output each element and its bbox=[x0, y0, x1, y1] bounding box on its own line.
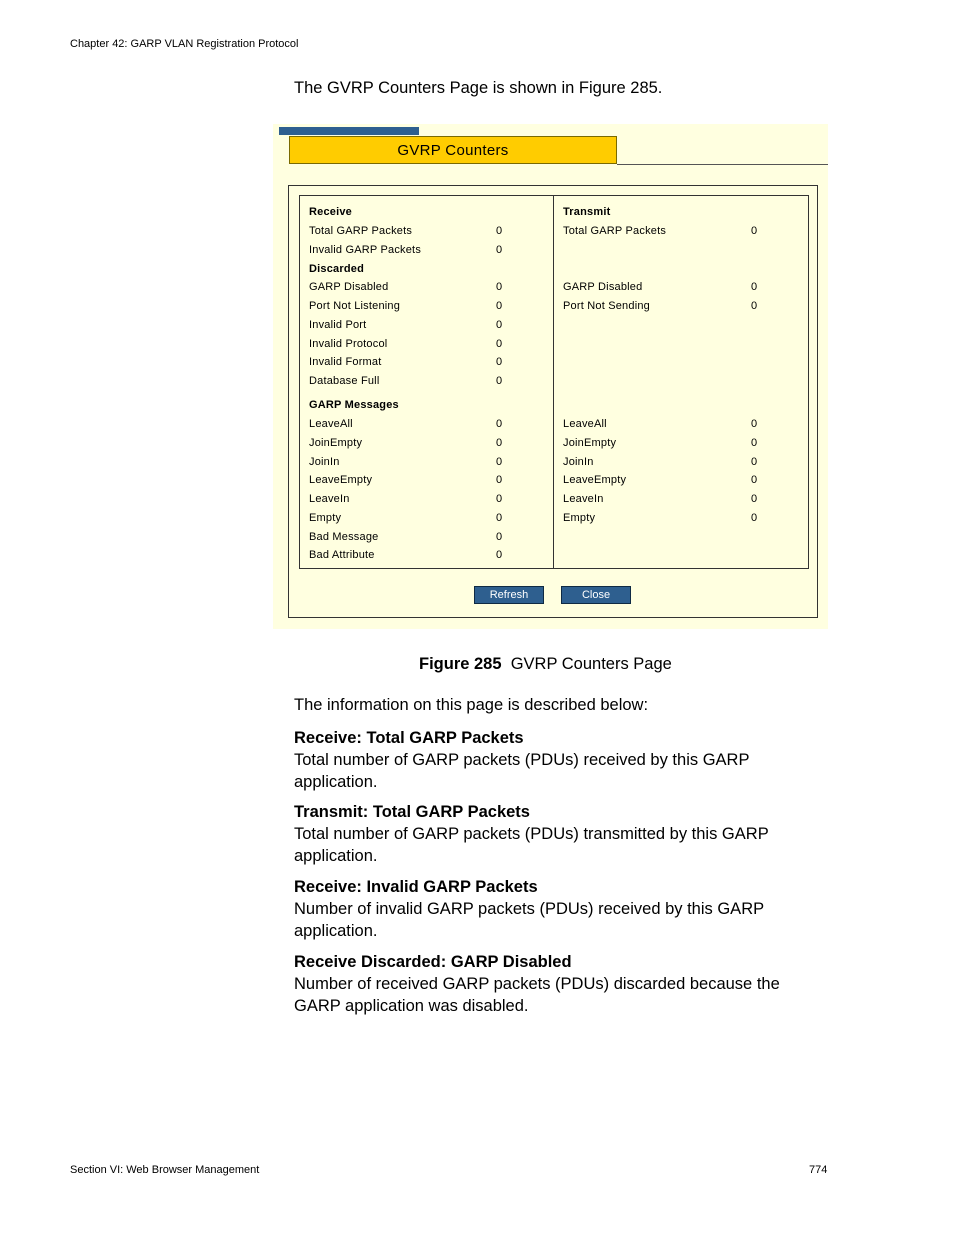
definition-text: Number of received GARP packets (PDUs) discarded because the bbox=[294, 975, 780, 993]
transmit-message-value: 0 bbox=[751, 474, 758, 486]
receive-message-label: Bad Attribute bbox=[309, 549, 375, 561]
receive-value: 0 bbox=[496, 225, 503, 237]
description-intro: The information on this page is described below: bbox=[294, 696, 649, 714]
chapter-header: Chapter 42: GARP VLAN Registration Protocol bbox=[70, 38, 299, 50]
transmit-label: Total GARP Packets bbox=[563, 225, 667, 237]
receive-discarded-label: GARP Disabled bbox=[309, 281, 389, 293]
transmit-message-value: 0 bbox=[751, 456, 758, 468]
receive-discarded-value: 0 bbox=[496, 281, 503, 293]
receive-discarded-label: Invalid Format bbox=[309, 356, 382, 368]
discarded-heading: Discarded bbox=[309, 263, 364, 275]
receive-message-label: Empty bbox=[309, 512, 342, 524]
receive-message-value: 0 bbox=[496, 474, 503, 486]
receive-message-label: Bad Message bbox=[309, 531, 379, 543]
receive-message-label: LeaveEmpty bbox=[309, 474, 373, 486]
transmit-message-label: LeaveIn bbox=[563, 493, 604, 505]
definition-text: Total number of GARP packets (PDUs) transmitted by this GARP bbox=[294, 825, 769, 843]
receive-label: Invalid GARP Packets bbox=[309, 244, 422, 256]
figure-caption-label: Figure 285 bbox=[419, 655, 502, 673]
receive-message-value: 0 bbox=[496, 493, 503, 505]
receive-discarded-label: Database Full bbox=[309, 375, 380, 387]
receive-message-label: LeaveIn bbox=[309, 493, 350, 505]
title-rule bbox=[617, 164, 828, 165]
counters-table bbox=[299, 195, 809, 569]
receive-message-value: 0 bbox=[496, 418, 503, 430]
tab-strip bbox=[279, 127, 419, 135]
receive-discarded-value: 0 bbox=[496, 300, 503, 312]
receive-discarded-value: 0 bbox=[496, 319, 503, 331]
garp-messages-heading: GARP Messages bbox=[309, 399, 399, 411]
receive-heading: Receive bbox=[309, 206, 352, 218]
receive-value: 0 bbox=[496, 244, 503, 256]
receive-message-value: 0 bbox=[496, 456, 503, 468]
transmit-message-value: 0 bbox=[751, 437, 758, 449]
receive-message-value: 0 bbox=[496, 549, 503, 561]
figure-caption-text: GVRP Counters Page bbox=[510, 655, 672, 673]
figure-caption bbox=[419, 655, 672, 674]
definition-item bbox=[294, 801, 814, 867]
receive-message-label: LeaveAll bbox=[309, 418, 353, 430]
definition-term: Receive: Invalid GARP Packets bbox=[294, 878, 538, 896]
close-button[interactable]: Close bbox=[561, 586, 631, 604]
receive-label: Total GARP Packets bbox=[309, 225, 413, 237]
receive-message-value: 0 bbox=[496, 512, 503, 524]
page-number: 774 bbox=[809, 1164, 828, 1176]
transmit-discarded-value: 0 bbox=[751, 300, 758, 312]
definition-text: application. bbox=[294, 847, 378, 865]
receive-message-label: JoinIn bbox=[309, 456, 340, 468]
definition-item bbox=[294, 727, 814, 793]
receive-discarded-label: Port Not Listening bbox=[309, 300, 401, 312]
column-divider bbox=[553, 196, 554, 568]
transmit-message-label: JoinIn bbox=[563, 456, 594, 468]
transmit-discarded-value: 0 bbox=[751, 281, 758, 293]
refresh-button[interactable]: Refresh bbox=[474, 586, 544, 604]
transmit-message-label: JoinEmpty bbox=[563, 437, 617, 449]
counters-panel bbox=[288, 185, 818, 618]
transmit-message-label: Empty bbox=[563, 512, 596, 524]
transmit-message-value: 0 bbox=[751, 512, 758, 524]
receive-discarded-label: Invalid Port bbox=[309, 319, 367, 331]
receive-discarded-value: 0 bbox=[496, 356, 503, 368]
definition-item bbox=[294, 951, 814, 1017]
definition-term: Receive Discarded: GARP Disabled bbox=[294, 953, 572, 971]
definition-item bbox=[294, 876, 814, 942]
intro-text: The GVRP Counters Page is shown in Figure 285. bbox=[294, 79, 663, 97]
receive-discarded-value: 0 bbox=[496, 338, 503, 350]
transmit-heading: Transmit bbox=[563, 206, 611, 218]
receive-message-value: 0 bbox=[496, 531, 503, 543]
definition-text: application. bbox=[294, 773, 378, 791]
transmit-message-label: LeaveEmpty bbox=[563, 474, 627, 486]
page-title-tab: GVRP Counters bbox=[289, 136, 617, 164]
receive-message-value: 0 bbox=[496, 437, 503, 449]
definition-text: GARP application was disabled. bbox=[294, 997, 529, 1015]
transmit-message-value: 0 bbox=[751, 418, 758, 430]
definition-term: Receive: Total GARP Packets bbox=[294, 729, 524, 747]
transmit-value: 0 bbox=[751, 225, 758, 237]
transmit-message-label: LeaveAll bbox=[563, 418, 607, 430]
definition-text: Number of invalid GARP packets (PDUs) received by this GARP bbox=[294, 900, 765, 918]
definition-text: Total number of GARP packets (PDUs) received by this GARP bbox=[294, 751, 750, 769]
transmit-message-value: 0 bbox=[751, 493, 758, 505]
section-footer: Section VI: Web Browser Management bbox=[70, 1164, 260, 1176]
receive-message-label: JoinEmpty bbox=[309, 437, 363, 449]
receive-discarded-value: 0 bbox=[496, 375, 503, 387]
transmit-discarded-label: Port Not Sending bbox=[563, 300, 650, 312]
definition-text: application. bbox=[294, 922, 378, 940]
gvrp-counters-figure bbox=[273, 124, 828, 629]
receive-discarded-label: Invalid Protocol bbox=[309, 338, 388, 350]
definition-term: Transmit: Total GARP Packets bbox=[294, 803, 530, 821]
transmit-discarded-label: GARP Disabled bbox=[563, 281, 643, 293]
